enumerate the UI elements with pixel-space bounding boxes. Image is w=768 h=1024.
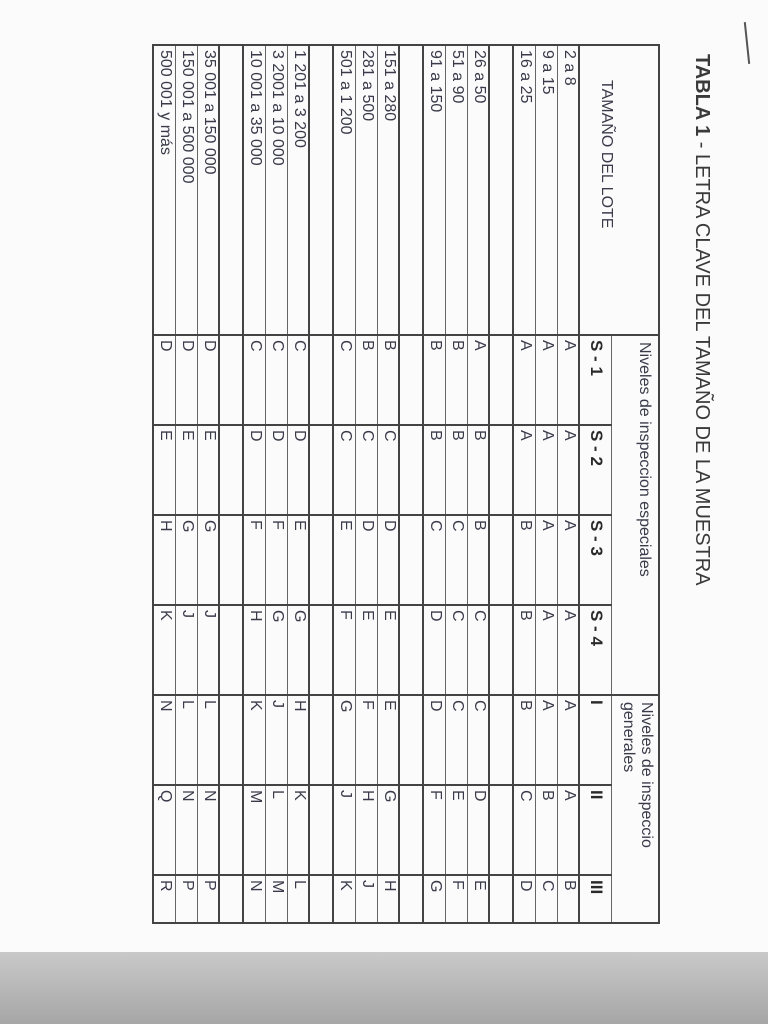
group-divider <box>398 44 400 922</box>
header-lot-size: TAMAÑO DEL LOTE <box>598 80 615 229</box>
lot-size-range: 91 a 150 <box>427 50 444 113</box>
code-letter: A <box>561 790 578 801</box>
code-letter: B <box>427 430 444 441</box>
code-letter: G <box>201 520 218 533</box>
code-letter: B <box>539 790 556 801</box>
code-letter: D <box>381 520 398 532</box>
table-title-text: - LETRA CLAVE DEL TAMAÑO DE LA MUESTRA <box>691 136 713 586</box>
code-letter: D <box>179 340 196 352</box>
code-letter: D <box>157 340 174 352</box>
header-divider <box>611 334 612 922</box>
code-letter: A <box>539 340 556 351</box>
code-letter: C <box>449 700 466 712</box>
row-divider <box>557 46 558 922</box>
code-letter: G <box>381 790 398 803</box>
row-divider <box>467 46 468 922</box>
code-letter: L <box>291 880 308 889</box>
code-letter: D <box>201 340 218 352</box>
table-right-border <box>152 922 660 924</box>
code-letter: A <box>539 610 556 621</box>
code-letter: E <box>179 430 196 441</box>
code-letter: L <box>179 700 196 709</box>
code-letter: B <box>359 340 376 351</box>
lot-size-range: 150 001 a 500 000 <box>179 50 196 184</box>
code-letter: A <box>539 430 556 441</box>
rotated-document <box>0 44 720 924</box>
code-letter: C <box>337 430 354 442</box>
code-letter: K <box>157 610 174 621</box>
lot-size-range: 500 001 y más <box>157 50 174 155</box>
row-divider <box>445 46 446 922</box>
code-letter: E <box>157 430 174 441</box>
column-header: S - 3 <box>587 520 606 556</box>
code-letter: D <box>269 430 286 442</box>
code-letter: A <box>561 610 578 621</box>
column-divider <box>152 784 612 786</box>
code-letter: N <box>201 790 218 802</box>
code-letter: A <box>517 340 534 351</box>
code-letter: A <box>561 340 578 351</box>
code-letter: F <box>427 790 444 800</box>
code-letter: C <box>539 880 556 892</box>
column-header: S - 2 <box>587 430 606 466</box>
code-letter: E <box>201 430 218 441</box>
group-divider <box>332 44 334 922</box>
code-letter: D <box>517 880 534 892</box>
code-letter: A <box>539 520 556 531</box>
scanner-border <box>0 952 768 1024</box>
code-letter: K <box>247 700 264 711</box>
code-letter: H <box>157 520 174 532</box>
code-letter: N <box>179 790 196 802</box>
code-letter: F <box>247 520 264 530</box>
code-letter: N <box>247 880 264 892</box>
lot-size-range: 9 a 15 <box>539 50 556 95</box>
code-letter: F <box>359 700 376 710</box>
row-divider <box>197 46 198 922</box>
code-letter: J <box>337 790 354 798</box>
code-letter: L <box>201 700 218 709</box>
code-letter: D <box>359 520 376 532</box>
table-title-number: TABLA 1 <box>691 54 713 137</box>
lot-size-range: 35 001 a 150 000 <box>201 50 218 175</box>
sample-size-code-table <box>26 44 660 922</box>
column-header: III <box>587 880 606 895</box>
code-letter: G <box>269 610 286 623</box>
code-letter: K <box>337 880 354 891</box>
lot-size-range: 281 a 500 <box>359 50 376 122</box>
code-letter: G <box>291 610 308 623</box>
code-letter: E <box>291 520 308 531</box>
code-letter: A <box>517 430 534 441</box>
code-letter: M <box>269 880 286 894</box>
code-letter: R <box>157 880 174 892</box>
column-divider <box>152 874 612 876</box>
row-divider <box>355 46 356 922</box>
code-letter: C <box>471 610 488 622</box>
table-left-border <box>152 44 660 46</box>
code-letter: F <box>449 880 466 890</box>
lot-size-range: 151 a 280 <box>381 50 398 122</box>
code-letter: C <box>337 340 354 352</box>
code-letter: C <box>427 520 444 532</box>
code-letter: N <box>157 700 174 712</box>
lot-size-range: 2 a 8 <box>561 50 578 86</box>
header-special-levels: Niveles de inspeccion especiales <box>636 342 653 577</box>
row-divider <box>377 46 378 922</box>
lot-size-range: 1 201 a 3 200 <box>291 50 308 148</box>
code-letter: B <box>517 700 534 711</box>
group-divider <box>308 44 310 922</box>
code-letter: B <box>517 520 534 531</box>
code-letter: C <box>359 430 376 442</box>
code-letter: J <box>201 610 218 618</box>
column-divider <box>152 694 660 696</box>
row-divider <box>175 46 176 922</box>
code-letter: D <box>247 430 264 442</box>
lot-size-range: 10 001 a 35 000 <box>247 50 264 166</box>
column-header: II <box>587 790 606 800</box>
code-letter: J <box>179 610 196 618</box>
code-letter: L <box>269 790 286 799</box>
code-letter: K <box>291 790 308 801</box>
code-letter: H <box>381 880 398 892</box>
code-letter: A <box>561 430 578 441</box>
row-divider <box>535 46 536 922</box>
code-letter: B <box>381 340 398 351</box>
column-divider <box>152 514 612 516</box>
code-letter: C <box>291 340 308 352</box>
group-divider <box>512 44 514 922</box>
table-title <box>690 54 714 914</box>
code-letter: A <box>561 700 578 711</box>
column-header: S - 4 <box>587 610 606 646</box>
pen-mark <box>744 22 750 64</box>
lot-column-divider <box>152 334 660 336</box>
header-general-levels: Niveles de inspeccio <box>638 702 655 848</box>
code-letter: B <box>517 610 534 621</box>
code-letter: D <box>427 610 444 622</box>
lot-size-range: 3 2001 a 10 000 <box>269 50 286 166</box>
code-letter: C <box>247 340 264 352</box>
lot-size-range: 51 a 90 <box>449 50 466 104</box>
code-letter: B <box>449 430 466 441</box>
code-letter: A <box>561 520 578 531</box>
code-letter: G <box>337 700 354 713</box>
code-letter: J <box>359 880 376 888</box>
code-letter: E <box>359 610 376 621</box>
row-divider <box>265 46 266 922</box>
code-letter: B <box>561 880 578 891</box>
lot-size-range: 501 a 1 200 <box>337 50 354 135</box>
code-letter: A <box>539 700 556 711</box>
code-letter: C <box>517 790 534 802</box>
code-letter: Q <box>157 790 174 803</box>
code-letter: B <box>427 340 444 351</box>
code-letter: G <box>179 520 196 533</box>
code-letter: H <box>247 610 264 622</box>
code-letter: D <box>471 790 488 802</box>
code-letter: F <box>337 610 354 620</box>
group-divider <box>658 44 660 922</box>
group-divider <box>218 44 220 922</box>
code-letter: A <box>471 340 488 351</box>
group-divider <box>578 44 580 922</box>
code-letter: E <box>337 520 354 531</box>
code-letter: M <box>247 790 264 804</box>
lot-size-range: 26 a 50 <box>471 50 488 104</box>
code-letter: B <box>471 520 488 531</box>
group-divider <box>242 44 244 922</box>
code-letter: F <box>269 520 286 530</box>
group-divider <box>152 44 154 922</box>
lot-size-range: 16 a 25 <box>517 50 534 104</box>
code-letter: C <box>471 700 488 712</box>
code-letter: P <box>179 880 196 891</box>
column-divider <box>152 424 612 426</box>
code-letter: J <box>269 700 286 708</box>
code-letter: E <box>381 700 398 711</box>
code-letter: C <box>449 610 466 622</box>
code-letter: P <box>201 880 218 891</box>
column-header: I <box>587 700 606 705</box>
header-general-levels-line2: generales <box>620 702 637 773</box>
code-letter: E <box>449 790 466 801</box>
group-divider <box>422 44 424 922</box>
code-letter: E <box>381 610 398 621</box>
code-letter: D <box>291 430 308 442</box>
code-letter: C <box>381 430 398 442</box>
code-letter: B <box>471 430 488 441</box>
code-letter: C <box>449 520 466 532</box>
code-letter: H <box>291 700 308 712</box>
code-letter: D <box>427 700 444 712</box>
group-divider <box>488 44 490 922</box>
code-letter: B <box>449 340 466 351</box>
row-divider <box>287 46 288 922</box>
code-letter: H <box>359 790 376 802</box>
code-letter: G <box>427 880 444 893</box>
column-divider <box>152 604 612 606</box>
code-letter: E <box>471 880 488 891</box>
column-header: S - 1 <box>587 340 606 376</box>
code-letter: C <box>269 340 286 352</box>
